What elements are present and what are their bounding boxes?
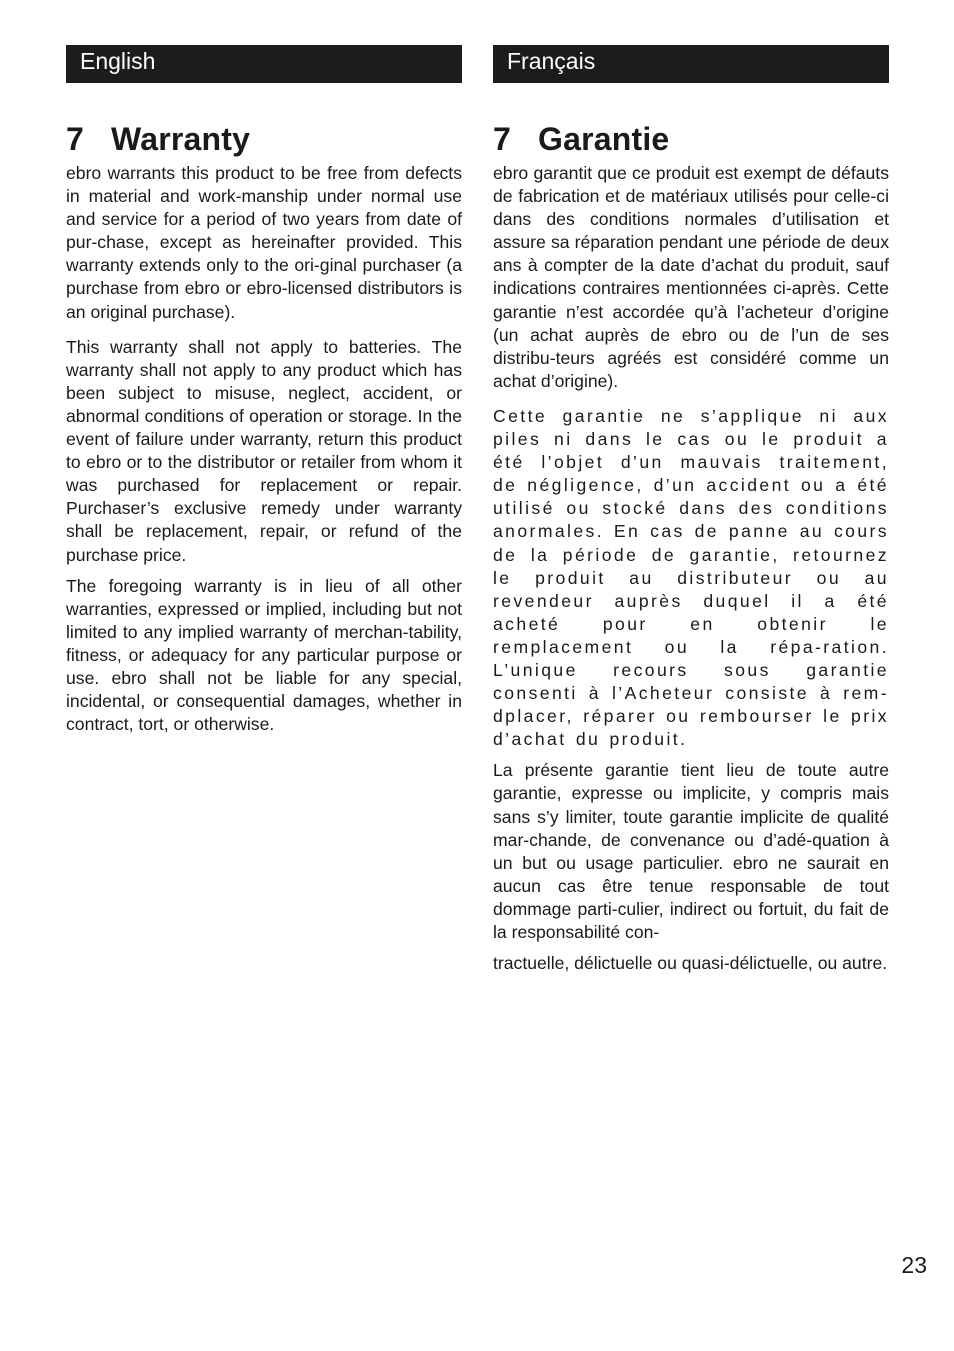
garantie-paragraph: Cette garantie ne s’applique ni aux piles ni dans le cas ou le produit a été l’objet d’un mauvais traitement, de négligence, d’un accident ou a été utilisé ou stocké dans des conditions anormales. En cas de panne au cours de la période de garantie, retournez le produit au distributeur ou au revendeur auprès duquel il a été acheté pour en obtenir le remplacement ou la répa-ration. L’unique recours sous garantie consenti à l’Acheteur consiste à rem-dplacer, réparer ou rembourser le prix d’achat du produit. xyxy=(493,405,889,750)
french-language-label: Français xyxy=(507,48,596,74)
french-language-header xyxy=(493,45,889,83)
section-number: 7 xyxy=(493,121,511,157)
english-column xyxy=(66,45,462,736)
page-number: 23 xyxy=(901,1252,927,1278)
warranty-paragraph: The foregoing warranty is in lieu of all other warranties, expressed or implied, including but not limited to any implied warranty of merchan-tability, fitness, or adequacy for any particular purpose or use. ebro shall not be liable for any special, incidental, or consequential damages, whether in contract, tort, or otherwise. xyxy=(66,575,462,735)
section-number: 7 xyxy=(66,121,84,157)
warranty-paragraph: ebro warrants this product to be free from defects in material and work-manship under normal use and service for a period of two years from date of pur-chase, except as hereinafter provided. This warranty extends only to the ori-ginal purchaser (a purchase from ebro or ebro-licensed distributors is an original purchase). xyxy=(66,163,462,322)
warranty-heading xyxy=(66,119,462,159)
garantie-paragraph: tractuelle, délictuelle ou quasi-délictuelle, ou autre. xyxy=(493,953,888,974)
english-language-label: English xyxy=(80,48,156,74)
garantie-paragraph: ebro garantit que ce produit est exempt de défauts de fabrication et de matériaux utilisés pour celle-ci dans des conditions normales d’utilisation et assure sa réparation pendant une période de deux ans à compter de la date d’achat du produit, sauf indications contraires mentionnées ci-après. Cette garantie n’est accordée qu’à l’acheteur d’origine (un achat auprès de ebro ou de l’un de ses distribu-teurs agréés est considéré comme un achat d’origine). xyxy=(493,163,889,391)
garantie-paragraph: La présente garantie tient lieu de toute autre garantie, expresse ou implicite, y compris mais sans s’y limiter, toute garantie implicite de qualité mar-chande, de convenance ou d’adé-quation à un but ou usage particulier. ebro ne saurait en aucun cas être tenue responsable de tout dommage parti-culier, indirect ou fortuit, du fait de la responsabilité con- xyxy=(493,760,889,942)
section-title: Garantie xyxy=(538,121,670,157)
french-column xyxy=(493,45,889,975)
english-language-header xyxy=(66,45,462,83)
section-title: Warranty xyxy=(111,121,251,157)
garantie-heading xyxy=(493,119,889,159)
warranty-paragraph: This warranty shall not apply to batteries. The warranty shall not apply to any product which has been subject to misuse, neglect, accident, or abnormal conditions of operation or storage. In the event of failure under warranty, return this product to ebro or to the distributor or retailer from whom it was purchased for replacement or repair. Purchaser’s exclusive remedy under warranty shall be replacement, repair, or refund of the purchase price. xyxy=(66,336,462,565)
